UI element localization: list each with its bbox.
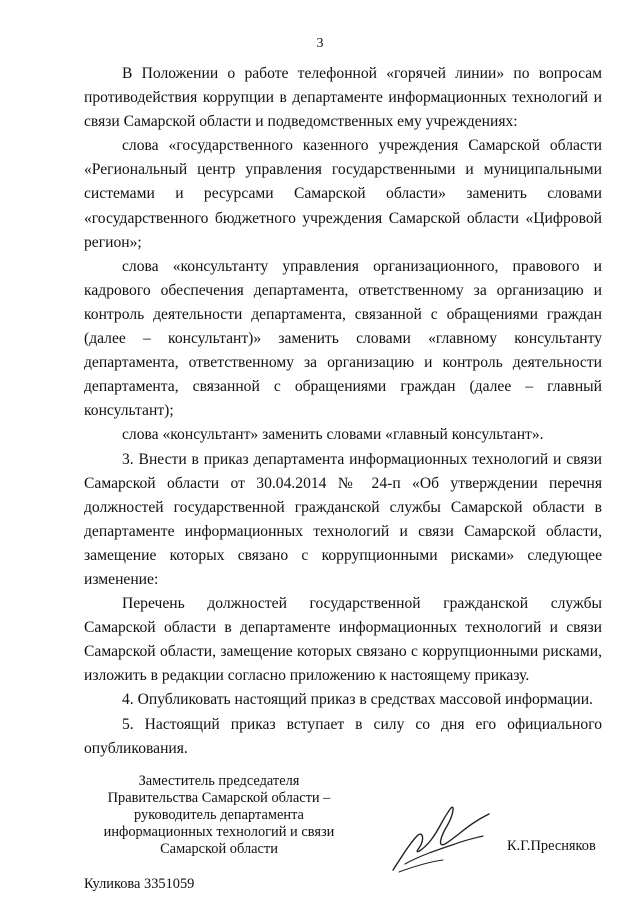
paragraph-item-4: 4. Опубликовать настоящий приказ в средствах массовой информации. bbox=[122, 691, 593, 709]
paragraph-replace-consultant: слова «консультанту управления организационного, правового и кадрового обеспечения департамента, ответственному за организацию и контроль деятельности департамента, связанной с обращениями граждан (далее – консультант)» заменить словами «главному консультанту департамента, ответственному за организацию и контроль деятельности департамента, связанной с обращениями граждан (далее – главный консультант); bbox=[84, 257, 602, 420]
position-line: информационных технологий и связи bbox=[103, 824, 335, 840]
position-line: Заместитель председателя bbox=[138, 773, 300, 789]
position-line: Правительства Самарской области – bbox=[107, 790, 331, 806]
paragraph-replace-institution: слова «государственного казенного учреждения Самарской области «Региональный центр управления государственными и муниципальными системами и ресурсами Самарской области» заменить словами «государственного бюджетного учреждения Самарской области «Цифровой регион»; bbox=[84, 137, 602, 251]
page-number: 3 bbox=[316, 36, 324, 51]
position-line: руководитель департамента bbox=[134, 807, 304, 823]
paragraph-item-5: 5. Настоящий приказ вступает в силу со дня его официального опубликования. bbox=[84, 715, 602, 757]
executor-contact: Куликова 3351059 bbox=[84, 876, 195, 892]
document-body bbox=[84, 62, 602, 761]
paragraph-hotline-regulation: В Положении о работе телефонной «горячей линии» по вопросам противодействия коррупции в департаменте информационных технологий и связи Самарской области и подведомственных ему учреждениях: bbox=[84, 65, 602, 131]
signatory-position bbox=[84, 773, 354, 858]
paragraph-replace-word: слова «консультант» заменить словами «главный консультант». bbox=[122, 426, 544, 444]
paragraph-item-3: 3. Внести в приказ департамента информационных технологий и связи Самарской области от 30.04.2014 № 24-п «Об утверждении перечня должностей государственной гражданской службы Самарской области в департаменте информационных технологий и связи Самарской области, замещение которых связано с коррупционными рисками» следующее изменение: bbox=[84, 450, 602, 588]
position-line: Самарской области bbox=[160, 841, 278, 857]
signer-name: К.Г.Пресняков bbox=[507, 838, 596, 854]
handwritten-signature bbox=[385, 800, 495, 880]
paragraph-list-of-positions: Перечень должностей государственной гражданской службы Самарской области в департаменте информационных технологий и связи Самарской области, замещение которых связано с коррупционными рисками, изложить в редакции согласно приложению к настоящему приказу. bbox=[84, 595, 602, 685]
